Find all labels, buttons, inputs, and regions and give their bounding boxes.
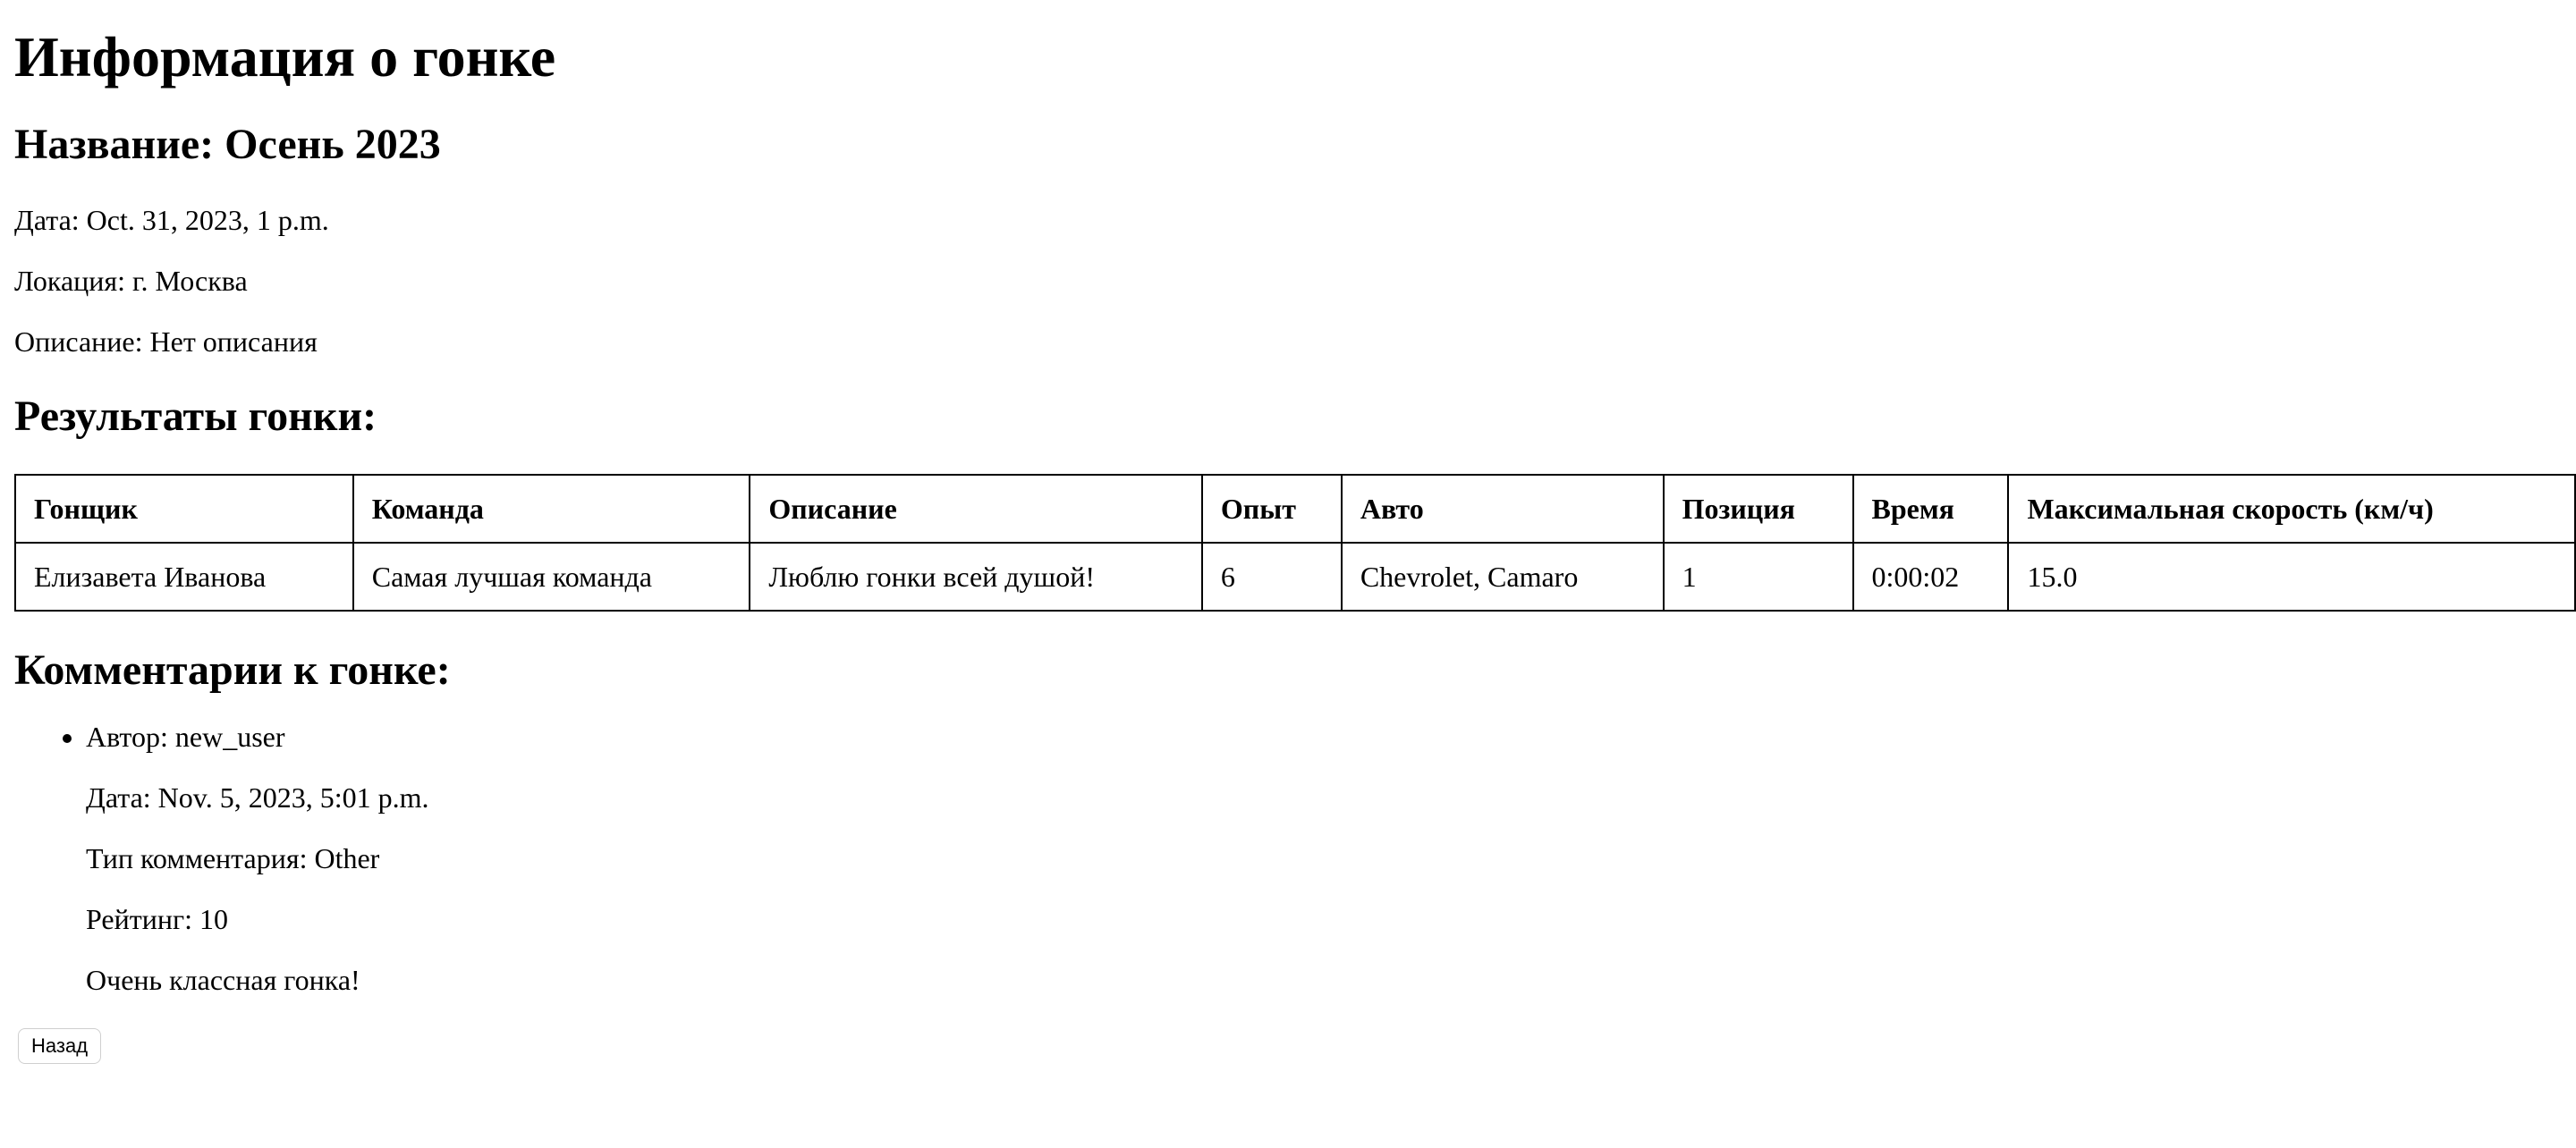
comment-rating: Рейтинг: 10 [86,903,228,935]
column-header-max-speed: Максимальная скорость (км/ч) [2008,475,2575,543]
cell-experience: 6 [1202,543,1342,611]
comments-heading: Комментарии к гонке: [14,646,451,694]
cell-description: Люблю гонки всей душой! [750,543,1202,611]
comment-text: Очень классная гонка! [86,964,360,996]
results-table [14,474,2576,612]
race-date: Дата: Oct. 31, 2023, 1 p.m. [14,204,329,236]
cell-max-speed: 15.0 [2008,543,2575,611]
race-location: Локация: г. Москва [14,265,248,297]
table-header-row [15,475,2575,543]
comment-type: Тип комментария: Other [86,842,380,874]
comment-date: Дата: Nov. 5, 2023, 5:01 p.m. [86,781,429,814]
cell-car: Chevrolet, Camaro [1342,543,1664,611]
comments-list [14,719,2562,998]
cell-racer: Елизавета Иванова [15,543,353,611]
column-header-experience: Опыт [1202,475,1342,543]
cell-team: Самая лучшая команда [353,543,750,611]
results-heading: Результаты гонки: [14,393,377,440]
column-header-team: Команда [353,475,750,543]
race-name: Название: Осень 2023 [14,121,441,168]
back-button[interactable]: Назад [18,1028,101,1064]
column-header-time: Время [1853,475,2009,543]
race-description: Описание: Нет описания [14,325,318,358]
cell-position: 1 [1664,543,1853,611]
column-header-car: Авто [1342,475,1664,543]
page-title: Информация о гонке [14,25,556,89]
table-row [15,543,2575,611]
column-header-description: Описание [750,475,1202,543]
cell-time: 0:00:02 [1853,543,2009,611]
comment-author: Автор: new_user [86,721,285,753]
column-header-position: Позиция [1664,475,1853,543]
list-item [86,719,2562,998]
column-header-racer: Гонщик [15,475,353,543]
